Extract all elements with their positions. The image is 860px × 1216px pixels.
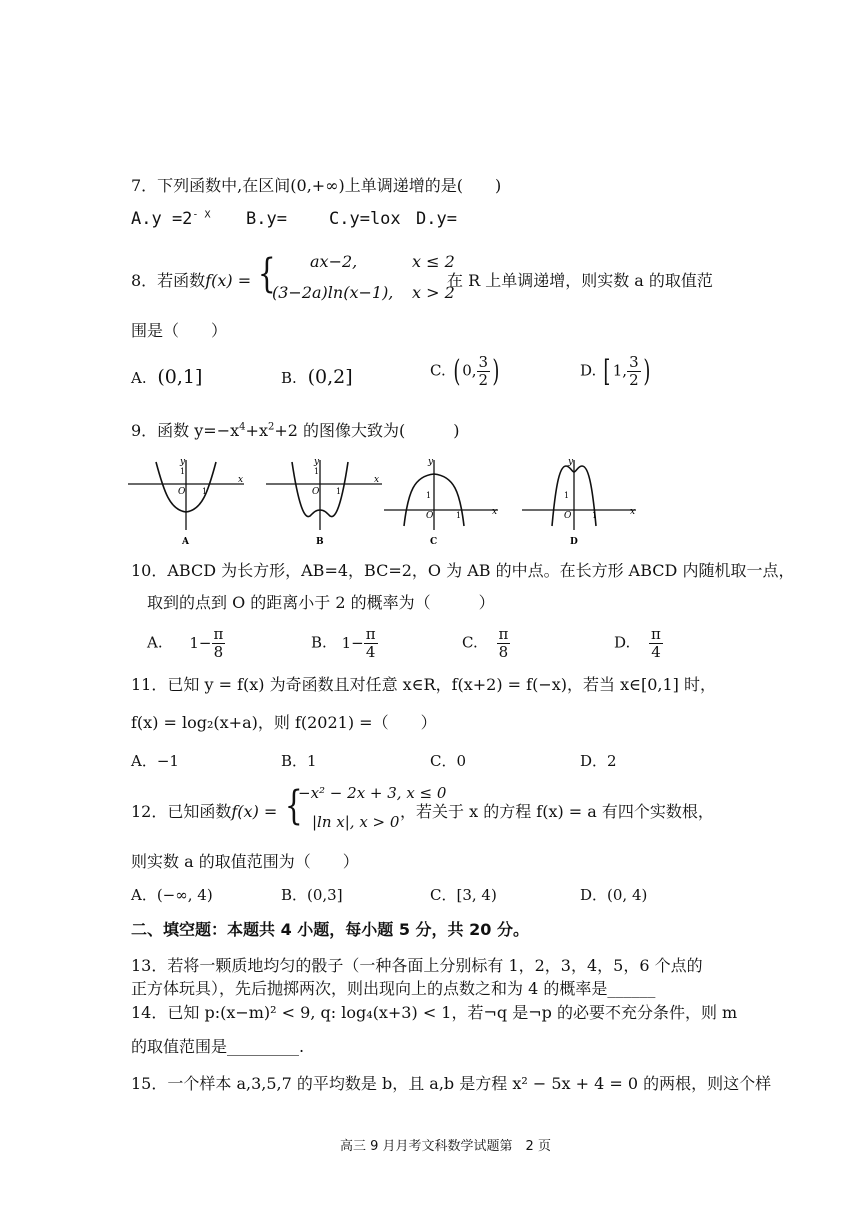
q9-b-label: B xyxy=(316,537,324,547)
q10-line2: 取到的点到 O 的距离小于 2 的概率为（ ） xyxy=(147,593,495,612)
q9-a-y: y xyxy=(180,457,186,467)
q8-fx: f(x) = xyxy=(205,271,252,290)
q9-a-one-y: 1 xyxy=(180,467,186,476)
q9-graph-c xyxy=(384,457,498,547)
q9-d-label: D xyxy=(570,537,578,547)
q11-line2: f(x) = log₂(x+a)，则 f(2021) =（ ） xyxy=(131,713,437,732)
q7-option-d: D.y= xyxy=(416,209,457,229)
q9-c-one-x: 1 xyxy=(456,511,462,520)
q7-text: 7．下列函数中,在区间(0,+∞)上单调递增的是( ) xyxy=(131,176,502,195)
q9-b-y: y xyxy=(314,457,320,467)
section-2-heading: 二、填空题：本题共 4 小题，每小题 5 分，共 20 分。 xyxy=(131,920,529,939)
q8-option-a: A. (0,1] xyxy=(131,366,203,388)
q12-prefix: 12．已知函数f(x) = xyxy=(131,802,278,821)
q8-case1-expr: ax−2, xyxy=(310,252,358,271)
q9-c-y: y xyxy=(428,457,434,467)
q8-case1-cond: x ≤ 2 xyxy=(412,252,455,271)
q11-option-a: A．−1 xyxy=(131,752,179,770)
q10-option-b: B. 1− $\frac{\pi}{4}$ xyxy=(311,625,376,661)
q12-fx: f(x) = xyxy=(231,802,278,821)
q14-line2: 的取值范围是_________. xyxy=(131,1037,305,1056)
q9-b-origin: O xyxy=(312,487,320,497)
q11-option-c: C．0 xyxy=(430,752,467,770)
q9-text: 9．函数 $y=-x^4+x^2+2$ 的图像大致为( ) xyxy=(131,421,460,440)
q9-a-one-x: 1 xyxy=(202,487,208,496)
q9-d-x: x xyxy=(630,507,636,517)
q10-option-a: A. 1− $\frac{\pi}{8}$ xyxy=(147,625,224,661)
q15-line1: 15．一个样本 a,3,5,7 的平均数是 b，且 a,b 是方程 x² − 5x + 4 = 0 的两根，则这个样 xyxy=(131,1074,772,1093)
q9-graph-b xyxy=(266,457,382,547)
q7-option-a-exponent: - X xyxy=(192,209,211,221)
q12-case2: |ln x|, x > 0 xyxy=(312,813,400,831)
q7-option-a: $A.y =2^{- X}$ xyxy=(131,209,211,229)
q9-a-x: x xyxy=(238,475,244,485)
q8-line2: 围是（ ） xyxy=(131,321,228,340)
q9-c-origin: O xyxy=(426,511,434,521)
q9-d-origin: O xyxy=(564,511,572,521)
q9-c-one-y: 1 xyxy=(426,491,432,500)
q13-line1: 13．若将一颗质地均匀的骰子（一种各面上分别标有 1，2，3，4，5，6 个点的 xyxy=(131,956,703,975)
q9-c-label: C xyxy=(430,537,438,547)
q14-line1: 14．已知 p:(x−m)² < 9, q: log₄(x+3) < 1，若¬q 是¬p 的必要不充分条件，则 m xyxy=(131,1003,738,1022)
page-footer: 高三 9 月月考文科数学试题第 2 页 xyxy=(340,1139,551,1154)
q12-option-d: D．(0, 4) xyxy=(580,886,648,904)
q8-option-d: D. [ 1, $\frac{3}{2}$ ) xyxy=(580,353,650,389)
q10-option-d: D. $\frac{\pi}{4}$ xyxy=(614,625,661,661)
q9-b-one-y: 1 xyxy=(314,467,320,476)
q9-graphs xyxy=(126,452,646,552)
q9-d-one-y: 1 xyxy=(564,491,570,500)
q12-brace: { xyxy=(284,783,303,829)
q9-a-origin: O xyxy=(178,487,186,497)
q8-case2-expr: (3−2a)ln(x−1), xyxy=(272,283,394,302)
q8-option-c: C. ( 0, $\frac{3}{2}$ ) xyxy=(430,353,500,389)
q9-graph-a xyxy=(128,457,244,547)
q8-option-b: B. (0,2] xyxy=(281,366,353,388)
q10-option-c: C. $\frac{\pi}{8}$ xyxy=(462,625,509,661)
q12-option-c: C．[3, 4) xyxy=(430,886,497,904)
q9-d-one-x: 1 xyxy=(592,511,598,520)
q8-prefix: 8．若函数f(x) = xyxy=(131,271,252,290)
q12-option-a: A．(−∞, 4) xyxy=(131,886,213,904)
q8-case2-cond: x > 2 xyxy=(412,283,455,302)
q9-b-one-x: 1 xyxy=(336,487,342,496)
q7-option-b: B.y= xyxy=(246,209,287,229)
q12-option-b: B．(0,3] xyxy=(281,886,343,904)
q11-line1: 11．已知 y = f(x) 为奇函数且对任意 x∈R，f(x+2) = f(−x)，若当 x∈[0,1] 时， xyxy=(131,675,716,694)
q12-line2: 则实数 a 的取值范围为（ ） xyxy=(131,852,359,871)
q12-suffix: ，若关于 x 的方程 f(x) = a 有四个实数根， xyxy=(400,802,714,821)
q9-a-label: A xyxy=(182,537,189,547)
q11-option-d: D．2 xyxy=(580,752,617,770)
q11-option-b: B．1 xyxy=(281,752,317,770)
q8-brace: { xyxy=(257,251,276,297)
q9-graph-d xyxy=(522,457,636,547)
q9-b-x: x xyxy=(374,475,380,485)
q9-c-x: x xyxy=(492,507,498,517)
q12-case1: −x² − 2x + 3, x ≤ 0 xyxy=(298,784,447,802)
q7-option-c: C.y=lox xyxy=(329,209,401,229)
q10-line1: 10．ABCD 为长方形，AB=4，BC=2，O 为 AB 的中点。在长方形 ABCD 内随机取一点， xyxy=(131,561,795,580)
q13-line2: 正方体玩具），先后抛掷两次，则出现向上的点数之和为 4 的概率是______ xyxy=(131,979,656,998)
q8-suffix: 在 R 上单调递增，则实数 a 的取值范 xyxy=(447,271,713,290)
q9-d-y: y xyxy=(568,457,574,467)
